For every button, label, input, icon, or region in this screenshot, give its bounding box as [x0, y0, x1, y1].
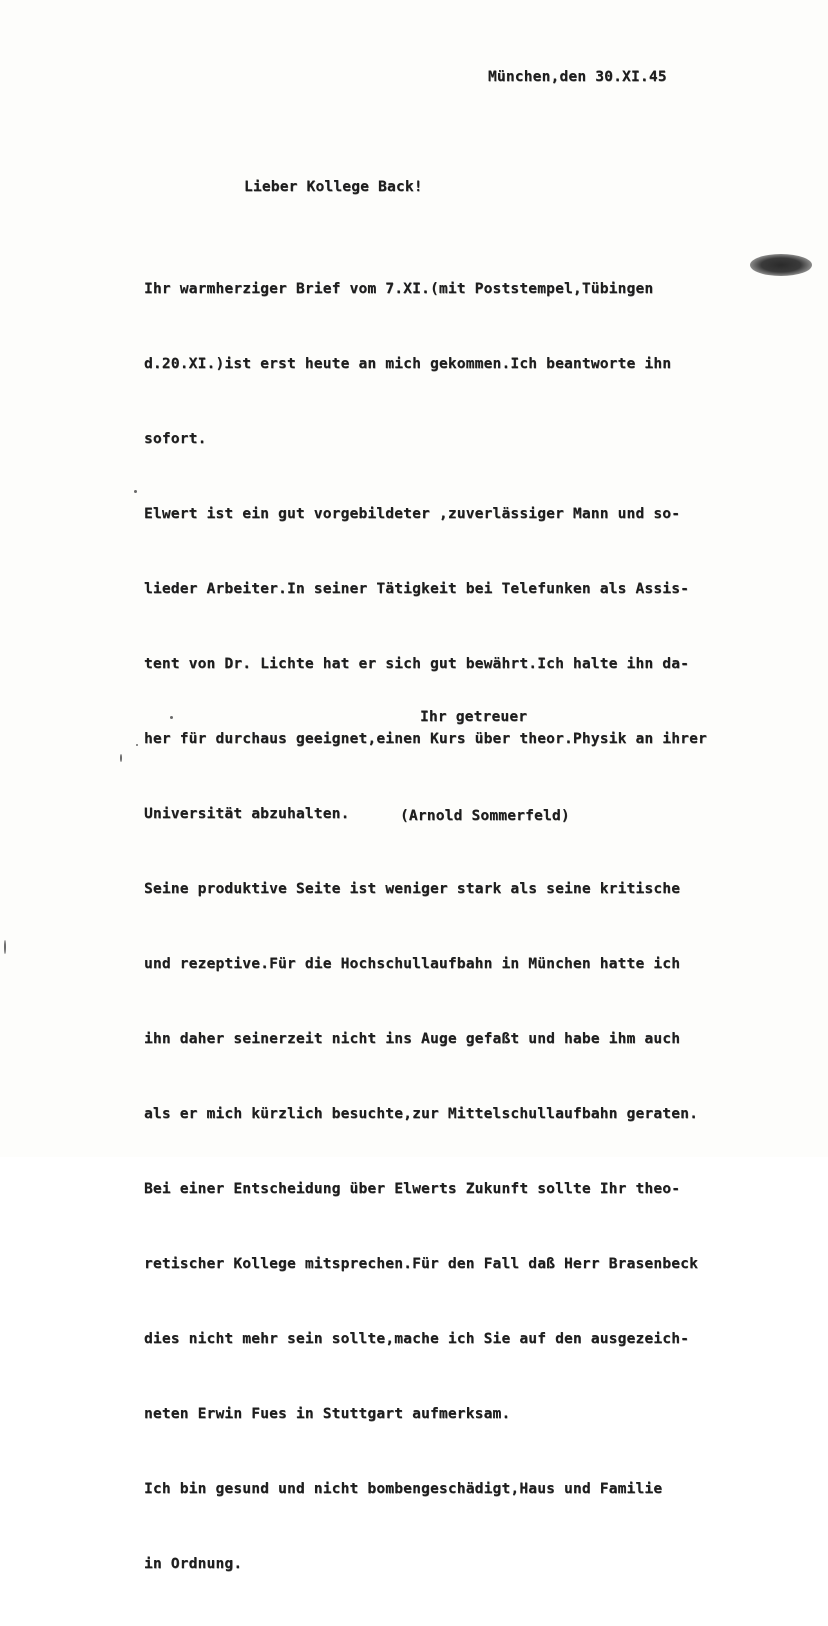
letter-closing: Ihr getreuer — [420, 708, 528, 725]
body-line: Ihr warmherziger Brief vom 7.XI.(mit Poststempel,Tübingen — [144, 280, 654, 297]
body-line: Elwert ist ein gut vorgebildeter ,zuverlässiger Mann und so- — [144, 505, 681, 522]
body-line: neten Erwin Fues in Stuttgart aufmerksam. — [144, 1405, 511, 1422]
body-line: sofort. — [144, 430, 207, 447]
body-line: Bei einer Entscheidung über Elwerts Zukunft sollte Ihr theo- — [144, 1180, 681, 1197]
body-line: dies nicht mehr sein sollte,mache ich Sie auf den ausgezeich- — [144, 1330, 690, 1347]
body-line: her für durchaus geeignet,einen Kurs über theor.Physik an ihrer — [144, 730, 707, 747]
paper-speck — [136, 744, 138, 746]
body-line: und rezeptive.Für die Hochschullaufbahn in München hatte ich — [144, 955, 681, 972]
body-line: retischer Kollege mitsprechen.Für den Fall daß Herr Brasenbeck — [144, 1255, 699, 1272]
letter-signature: (Arnold Sommerfeld) — [400, 807, 570, 824]
body-line: lieder Arbeiter.In seiner Tätigkeit bei Telefunken als Assis- — [144, 580, 690, 597]
letter-salutation: Lieber Kollege Back! — [244, 178, 423, 195]
body-line: als er mich kürzlich besuchte,zur Mittelschullaufbahn geraten. — [144, 1105, 699, 1122]
paper-speck — [120, 754, 122, 762]
body-line: ihn daher seinerzeit nicht ins Auge gefaßt und habe ihm auch — [144, 1030, 681, 1047]
body-line: d.20.XI.)ist erst heute an mich gekommen.Ich beantworte ihn — [144, 355, 672, 372]
paper-speck — [4, 940, 6, 954]
body-line: in Ordnung. — [144, 1555, 243, 1572]
body-line: tent von Dr. Lichte hat er sich gut bewährt.Ich halte ihn da- — [144, 655, 690, 672]
body-line: Seine produktive Seite ist weniger stark als seine kritische — [144, 880, 681, 897]
letter-body — [144, 226, 707, 1626]
paper-speck — [134, 490, 137, 493]
paper-speck — [170, 716, 173, 719]
body-line: Ich bin gesund und nicht bombengeschädigt,Haus und Familie — [144, 1480, 663, 1497]
letter-date: München,den 30.XI.45 — [488, 68, 667, 85]
ink-blot — [750, 254, 812, 276]
body-line: Universität abzuhalten. — [144, 805, 350, 822]
